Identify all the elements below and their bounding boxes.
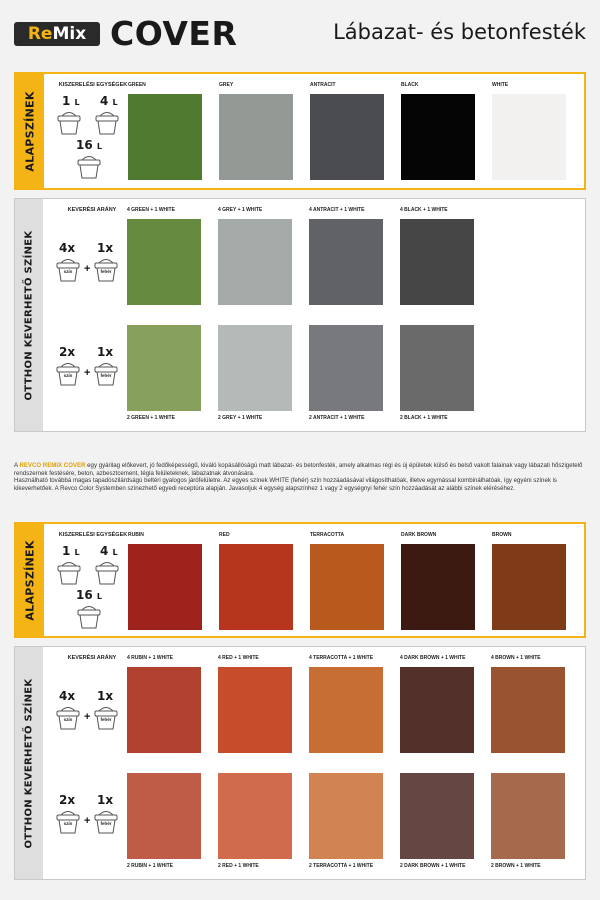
color-swatch bbox=[128, 544, 202, 630]
color-swatch bbox=[491, 773, 565, 859]
mix-colors-panel-2 bbox=[14, 646, 586, 880]
packaging-label: KISZERELÉSI EGYSÉGEK bbox=[58, 532, 128, 538]
header bbox=[0, 0, 600, 62]
color-swatch bbox=[401, 94, 475, 180]
swatch-label: 4 RUBIN + 1 WHITE bbox=[127, 655, 173, 661]
base-colors-panel-2 bbox=[14, 522, 586, 638]
swatch-label: DARK BROWN bbox=[401, 532, 437, 538]
swatch-label: 2 GREEN + 1 WHITE bbox=[127, 415, 175, 421]
bucket-color-label: szín bbox=[63, 821, 73, 826]
swatch-label: 2 RUBIN + 1 WHITE bbox=[127, 863, 173, 869]
brand-logo bbox=[14, 22, 100, 46]
swatch-label: GREEN bbox=[128, 82, 146, 88]
bucket-icon bbox=[94, 560, 120, 586]
swatch-label: 4 GREY + 1 WHITE bbox=[218, 207, 263, 213]
color-swatch bbox=[219, 94, 293, 180]
swatch-label: 4 GREEN + 1 WHITE bbox=[127, 207, 175, 213]
packaging-label: KISZERELÉSI EGYSÉGEK bbox=[58, 82, 128, 88]
color-swatch bbox=[309, 773, 383, 859]
color-swatch bbox=[218, 667, 292, 753]
ratio-4x: 4x bbox=[59, 241, 76, 255]
volume-16l: 16 L bbox=[76, 138, 102, 152]
volume-4l: 4 L bbox=[100, 94, 118, 108]
ratio-4x: 4x bbox=[59, 689, 76, 703]
logo-mix: Mix bbox=[52, 24, 87, 44]
color-swatch bbox=[310, 94, 384, 180]
description-paragraph-1: A REVCO REMIX COVER egy gyárilag előkevert, jó fedőképességű, kiváló kopásállóságú matt lábazat- és betonfesték, amely alkalmas régi és új épületek külső és belső vakolt falainak vagy lábazati hőszigetelő rendszernek festésére, beton, azbesztcement, tégla felületeknek, lábazatnak átvonására. bbox=[14, 462, 583, 477]
volume-1l: 1 L bbox=[62, 94, 80, 108]
mixing-ratio-label: KEVERÉSI ARÁNY bbox=[67, 655, 117, 661]
color-swatch bbox=[400, 219, 474, 305]
bucket-color-label: szín bbox=[63, 269, 73, 274]
bucket-color-label: szín bbox=[63, 717, 73, 722]
swatch-label: 2 BLACK + 1 WHITE bbox=[400, 415, 448, 421]
base-colors-panel-1 bbox=[14, 72, 586, 190]
swatch-label: 4 ANTRACIT + 1 WHITE bbox=[309, 207, 365, 213]
product-description bbox=[14, 462, 586, 492]
color-swatch bbox=[218, 325, 292, 411]
swatch-label: BROWN bbox=[492, 532, 512, 538]
bucket-white-label: fehér bbox=[100, 717, 112, 722]
color-swatch bbox=[310, 544, 384, 630]
swatch-label: BLACK bbox=[401, 82, 419, 88]
product-name: COVER bbox=[110, 14, 238, 53]
ratio-1x: 1x bbox=[97, 689, 114, 703]
bucket-color-label: szín bbox=[63, 373, 73, 378]
bucket-icon bbox=[56, 560, 82, 586]
color-swatch bbox=[400, 667, 474, 753]
bucket-icon bbox=[56, 110, 82, 136]
page-subtitle: Lábazat- és betonfesték bbox=[333, 20, 586, 44]
color-swatch bbox=[400, 773, 474, 859]
color-swatch bbox=[400, 325, 474, 411]
base-side-label: ALAPSZÍNEK bbox=[16, 74, 44, 188]
swatch-label: ANTRACIT bbox=[310, 82, 336, 88]
swatch-label: 2 GREY + 1 WHITE bbox=[218, 415, 263, 421]
swatch-label: 2 TERRACOTTA + 1 WHITE bbox=[309, 863, 374, 869]
logo-re: Re bbox=[27, 24, 53, 44]
swatch-label: GREY bbox=[219, 82, 234, 88]
swatch-label: WHITE bbox=[492, 82, 509, 88]
color-swatch bbox=[128, 94, 202, 180]
mix-side-label: OTTHON KEVERHETŐ SZÍNEK bbox=[15, 199, 43, 431]
color-swatch bbox=[218, 773, 292, 859]
color-swatch bbox=[219, 544, 293, 630]
mix-side-label: OTTHON KEVERHETŐ SZÍNEK bbox=[15, 647, 43, 879]
color-swatch bbox=[127, 219, 201, 305]
bucket-icon bbox=[76, 604, 102, 630]
swatch-label: 4 BLACK + 1 WHITE bbox=[400, 207, 448, 213]
ratio-2x: 2x bbox=[59, 793, 76, 807]
bucket-icon bbox=[94, 110, 120, 136]
volume-1l: 1 L bbox=[62, 544, 80, 558]
mix-colors-panel-1 bbox=[14, 198, 586, 432]
bucket-white-label: fehér bbox=[100, 373, 112, 378]
ratio-1x: 1x bbox=[97, 793, 114, 807]
ratio-2x: 2x bbox=[59, 345, 76, 359]
color-swatch bbox=[492, 544, 566, 630]
swatch-label: TERRACOTTA bbox=[310, 532, 345, 538]
color-swatch bbox=[491, 667, 565, 753]
base-side-label: ALAPSZÍNEK bbox=[16, 524, 44, 636]
ratio-1x: 1x bbox=[97, 241, 114, 255]
swatch-label: 2 BROWN + 1 WHITE bbox=[491, 863, 541, 869]
color-swatch bbox=[492, 94, 566, 180]
color-swatch bbox=[127, 667, 201, 753]
color-swatch bbox=[127, 325, 201, 411]
swatch-label: 4 DARK BROWN + 1 WHITE bbox=[400, 655, 466, 661]
volume-16l: 16 L bbox=[76, 588, 102, 602]
swatch-label: 2 DARK BROWN + 1 WHITE bbox=[400, 863, 466, 869]
color-swatch bbox=[309, 325, 383, 411]
swatch-label: 2 ANTRACIT + 1 WHITE bbox=[309, 415, 365, 421]
plus-sign: + bbox=[84, 711, 91, 723]
bucket-white-label: fehér bbox=[100, 821, 112, 826]
volume-4l: 4 L bbox=[100, 544, 118, 558]
swatch-label: RED bbox=[219, 532, 230, 538]
plus-sign: + bbox=[84, 263, 91, 275]
swatch-label: 4 BROWN + 1 WHITE bbox=[491, 655, 541, 661]
swatch-label: 4 TERRACOTTA + 1 WHITE bbox=[309, 655, 374, 661]
plus-sign: + bbox=[84, 367, 91, 379]
plus-sign: + bbox=[84, 815, 91, 827]
bucket-white-label: fehér bbox=[100, 269, 112, 274]
brand-highlight: REVCO REMIX COVER bbox=[19, 462, 86, 469]
description-paragraph-2: Használható továbbá magas tapadószilárdságú beltéri gyalogos járófelületre. Az egyes színek WHITE (fehér) szín hozzáadásával világosíthatóak, illetve egymással kombinálhatóak, így egyéni színek is kikeverhetőek. A Revco Color Systemben színezhető egyedi receptúra alapján. Javasoljuk 4 egység alapszínhez 1 vagy 2 egységnyi fehér szín hozzáadását az alábbi színek eléréséhez. bbox=[14, 477, 557, 492]
swatch-label: 4 RED + 1 WHITE bbox=[218, 655, 259, 661]
color-swatch bbox=[309, 667, 383, 753]
swatch-label: RUBIN bbox=[128, 532, 144, 538]
color-swatch bbox=[401, 544, 475, 630]
swatch-label: 2 RED + 1 WHITE bbox=[218, 863, 259, 869]
color-swatch bbox=[309, 219, 383, 305]
color-swatch bbox=[218, 219, 292, 305]
bucket-icon bbox=[76, 154, 102, 180]
color-swatch bbox=[127, 773, 201, 859]
ratio-1x: 1x bbox=[97, 345, 114, 359]
mixing-ratio-label: KEVERÉSI ARÁNY bbox=[67, 207, 117, 213]
